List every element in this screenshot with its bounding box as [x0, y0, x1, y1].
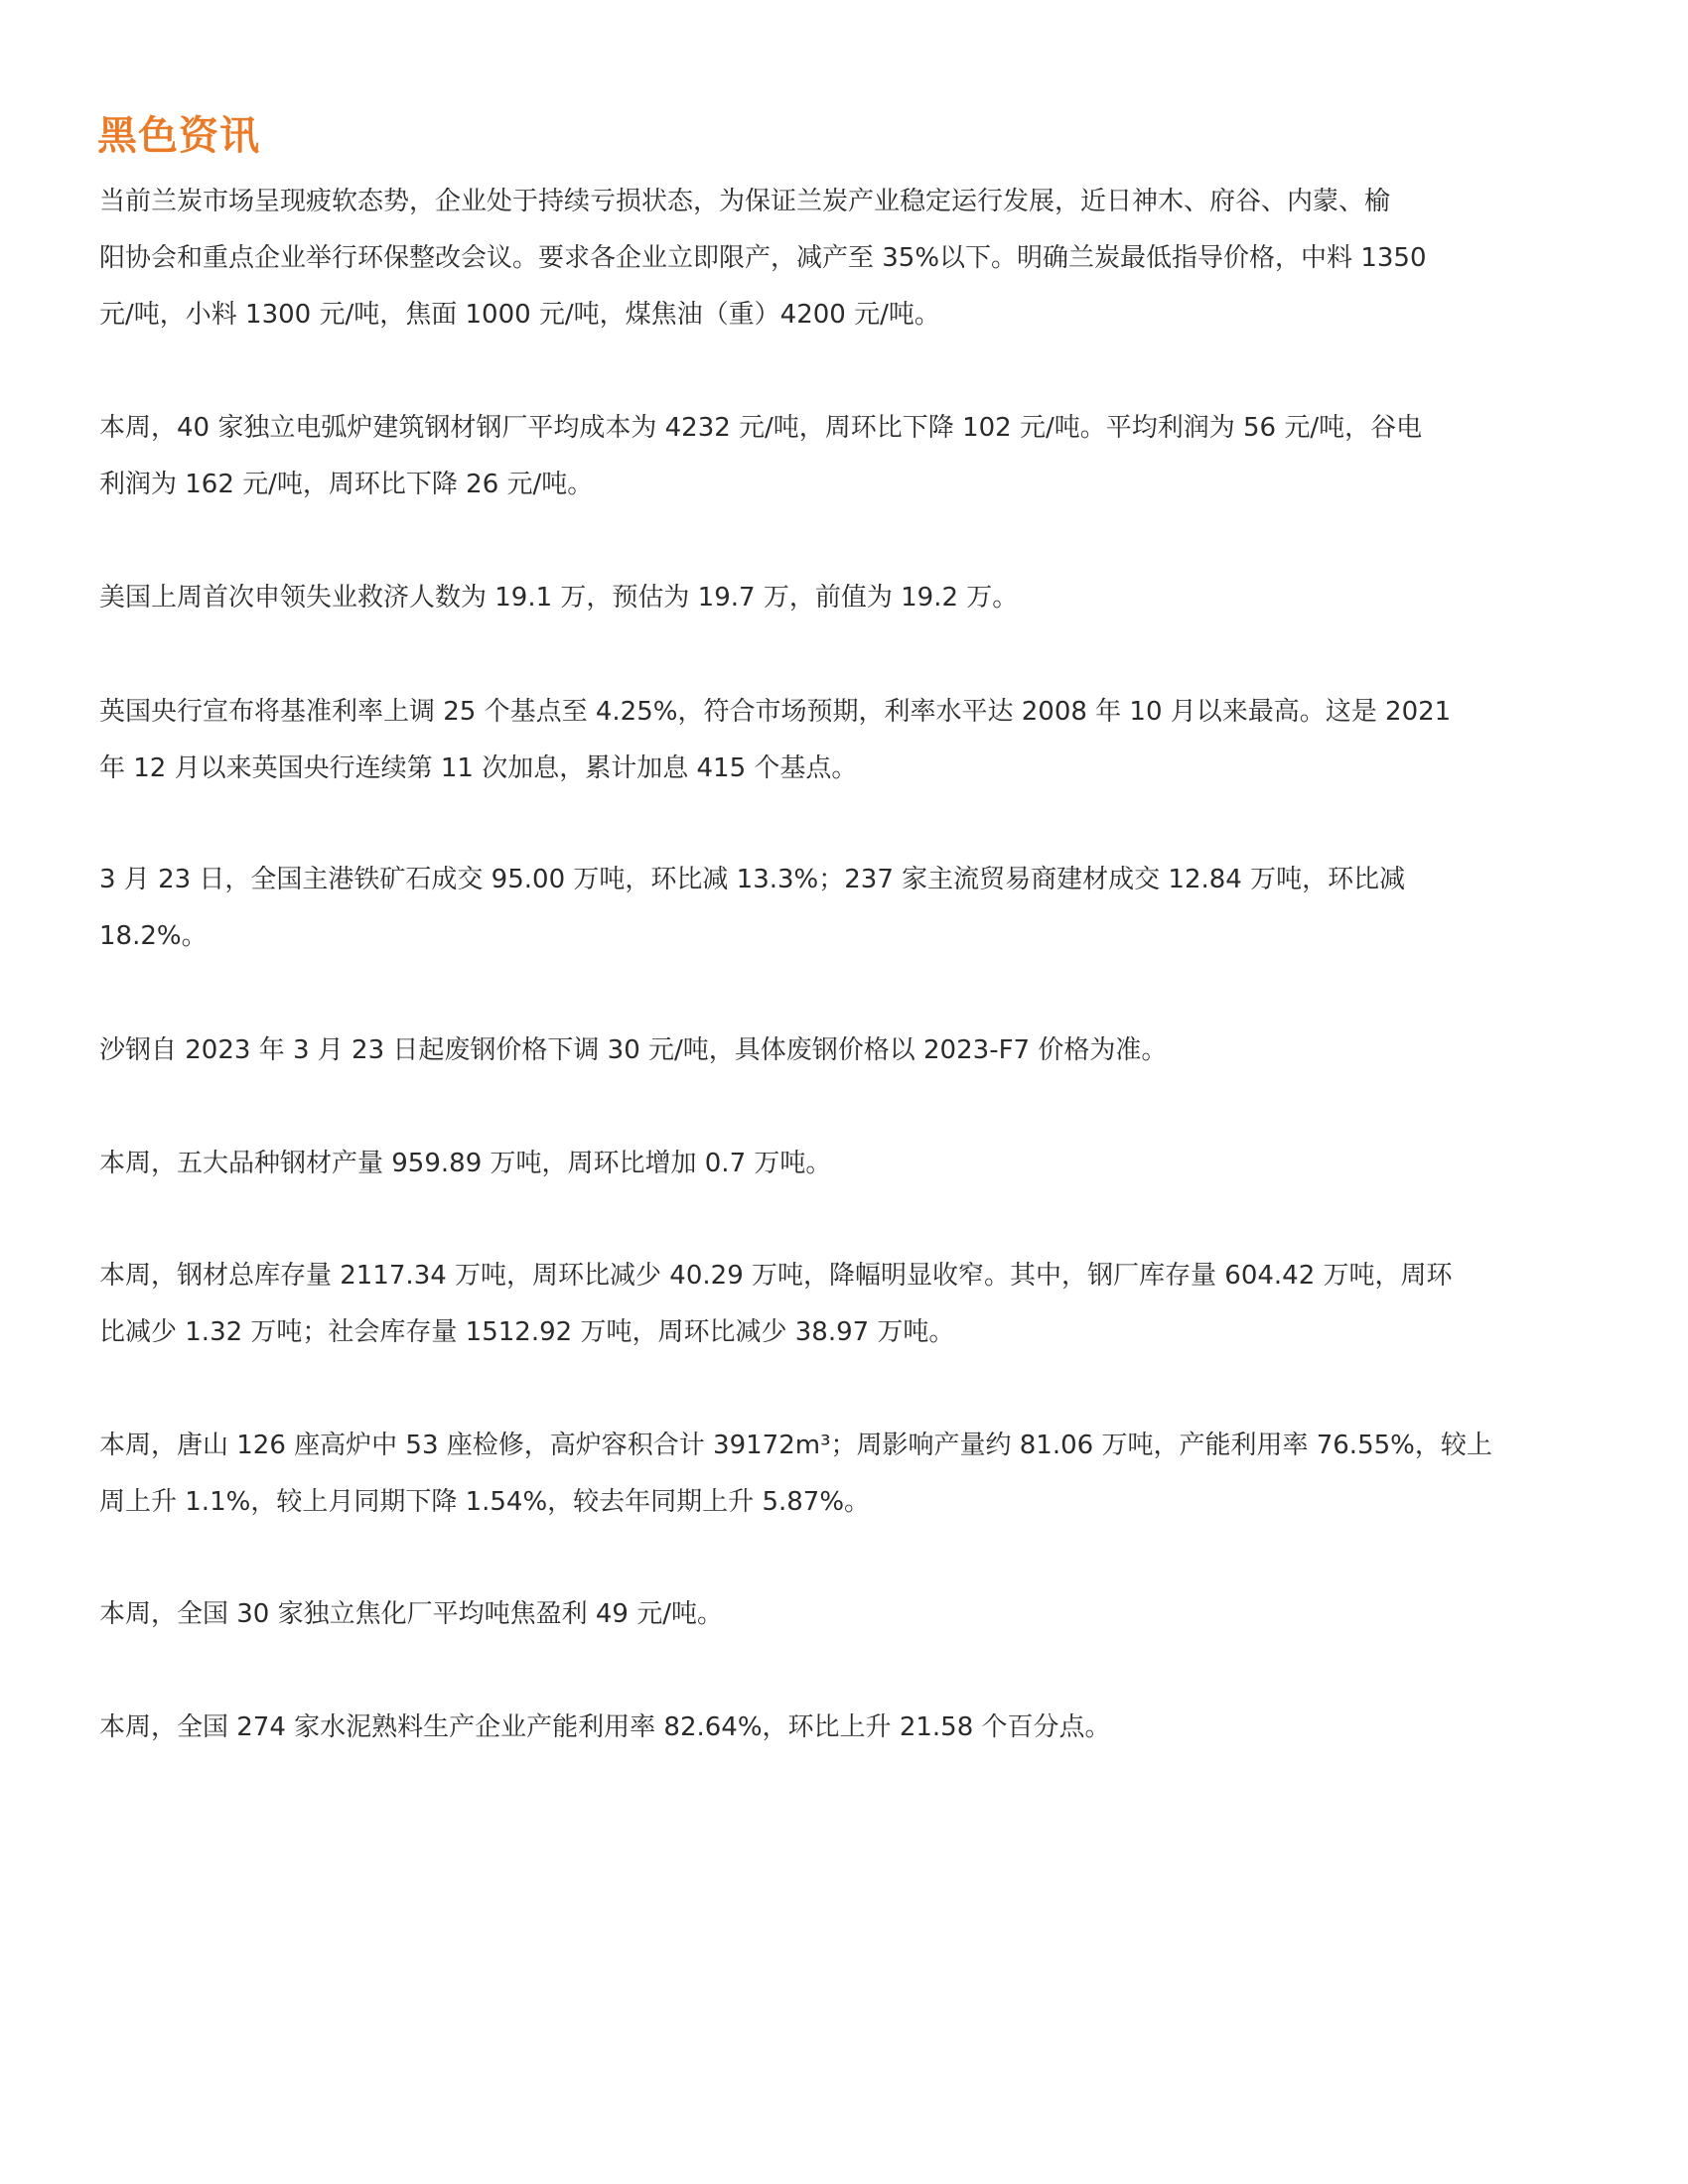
news-paragraph: 本周，钢材总库存量 2117.34 万吨，周环比减少 40.29 万吨，降幅明显收窄。其中，钢厂库存量 604.42 万吨，周环 比减少 1.32 万吨；社会库存量 1512.92 万吨，周环比减少 38.97 万吨。	[99, 1261, 1453, 1347]
news-paragraph: 英国央行宣布将基准利率上调 25 个基点至 4.25%，符合市场预期，利率水平达 2008 年 10 月以来最高。这是 2021 年 12 月以来英国央行连续第 11 次加息，累计加息 415 个基点。	[99, 697, 1452, 783]
news-paragraph: 本周，40 家独立电弧炉建筑钢材钢厂平均成本为 4232 元/吨，周环比下降 102 元/吨。平均利润为 56 元/吨，谷电 利润为 162 元/吨，周环比下降 26 元/吨。	[99, 413, 1423, 499]
news-paragraph: 3 月 23 日，全国主港铁矿石成交 95.00 万吨，环比减 13.3%；237 家主流贸易商建材成交 12.84 万吨，环比减 18.2%。	[99, 865, 1406, 951]
news-paragraph: 当前兰炭市场呈现疲软态势，企业处于持续亏损状态，为保证兰炭产业稳定运行发展，近日神木、府谷、内蒙、榆 阳协会和重点企业举行环保整改会议。要求各企业立即限产，减产至 35%以下。明确兰炭最低指导价格，中料 1350 元/吨，小料 1300 元/吨，焦面 1000 元/吨，煤焦油（重）4200 元/吨。	[99, 187, 1427, 330]
news-paragraph: 本周，唐山 126 座高炉中 53 座检修，高炉容积合计 39172m³；周影响产量约 81.06 万吨，产能利用率 76.55%，较上 周上升 1.1%，较上月同期下降 1.54%，较去年同期上升 5.87%。	[99, 1431, 1492, 1517]
news-paragraph: 本周，全国 274 家水泥熟料生产企业产能利用率 82.64%，环比上升 21.58 个百分点。	[99, 1712, 1111, 1742]
news-paragraph: 本周，五大品种钢材产量 959.89 万吨，周环比增加 0.7 万吨。	[99, 1149, 832, 1178]
news-paragraph: 本周，全国 30 家独立焦化厂平均吨焦盈利 49 元/吨。	[99, 1599, 723, 1629]
news-paragraph: 美国上周首次申领失业救济人数为 19.1 万，预估为 19.7 万，前值为 19.2 万。	[99, 583, 1019, 613]
news-paragraph: 沙钢自 2023 年 3 月 23 日起废钢价格下调 30 元/吨，具体废钢价格以 2023-F7 价格为准。	[99, 1035, 1168, 1065]
section-title: 黑色资讯	[97, 113, 260, 159]
